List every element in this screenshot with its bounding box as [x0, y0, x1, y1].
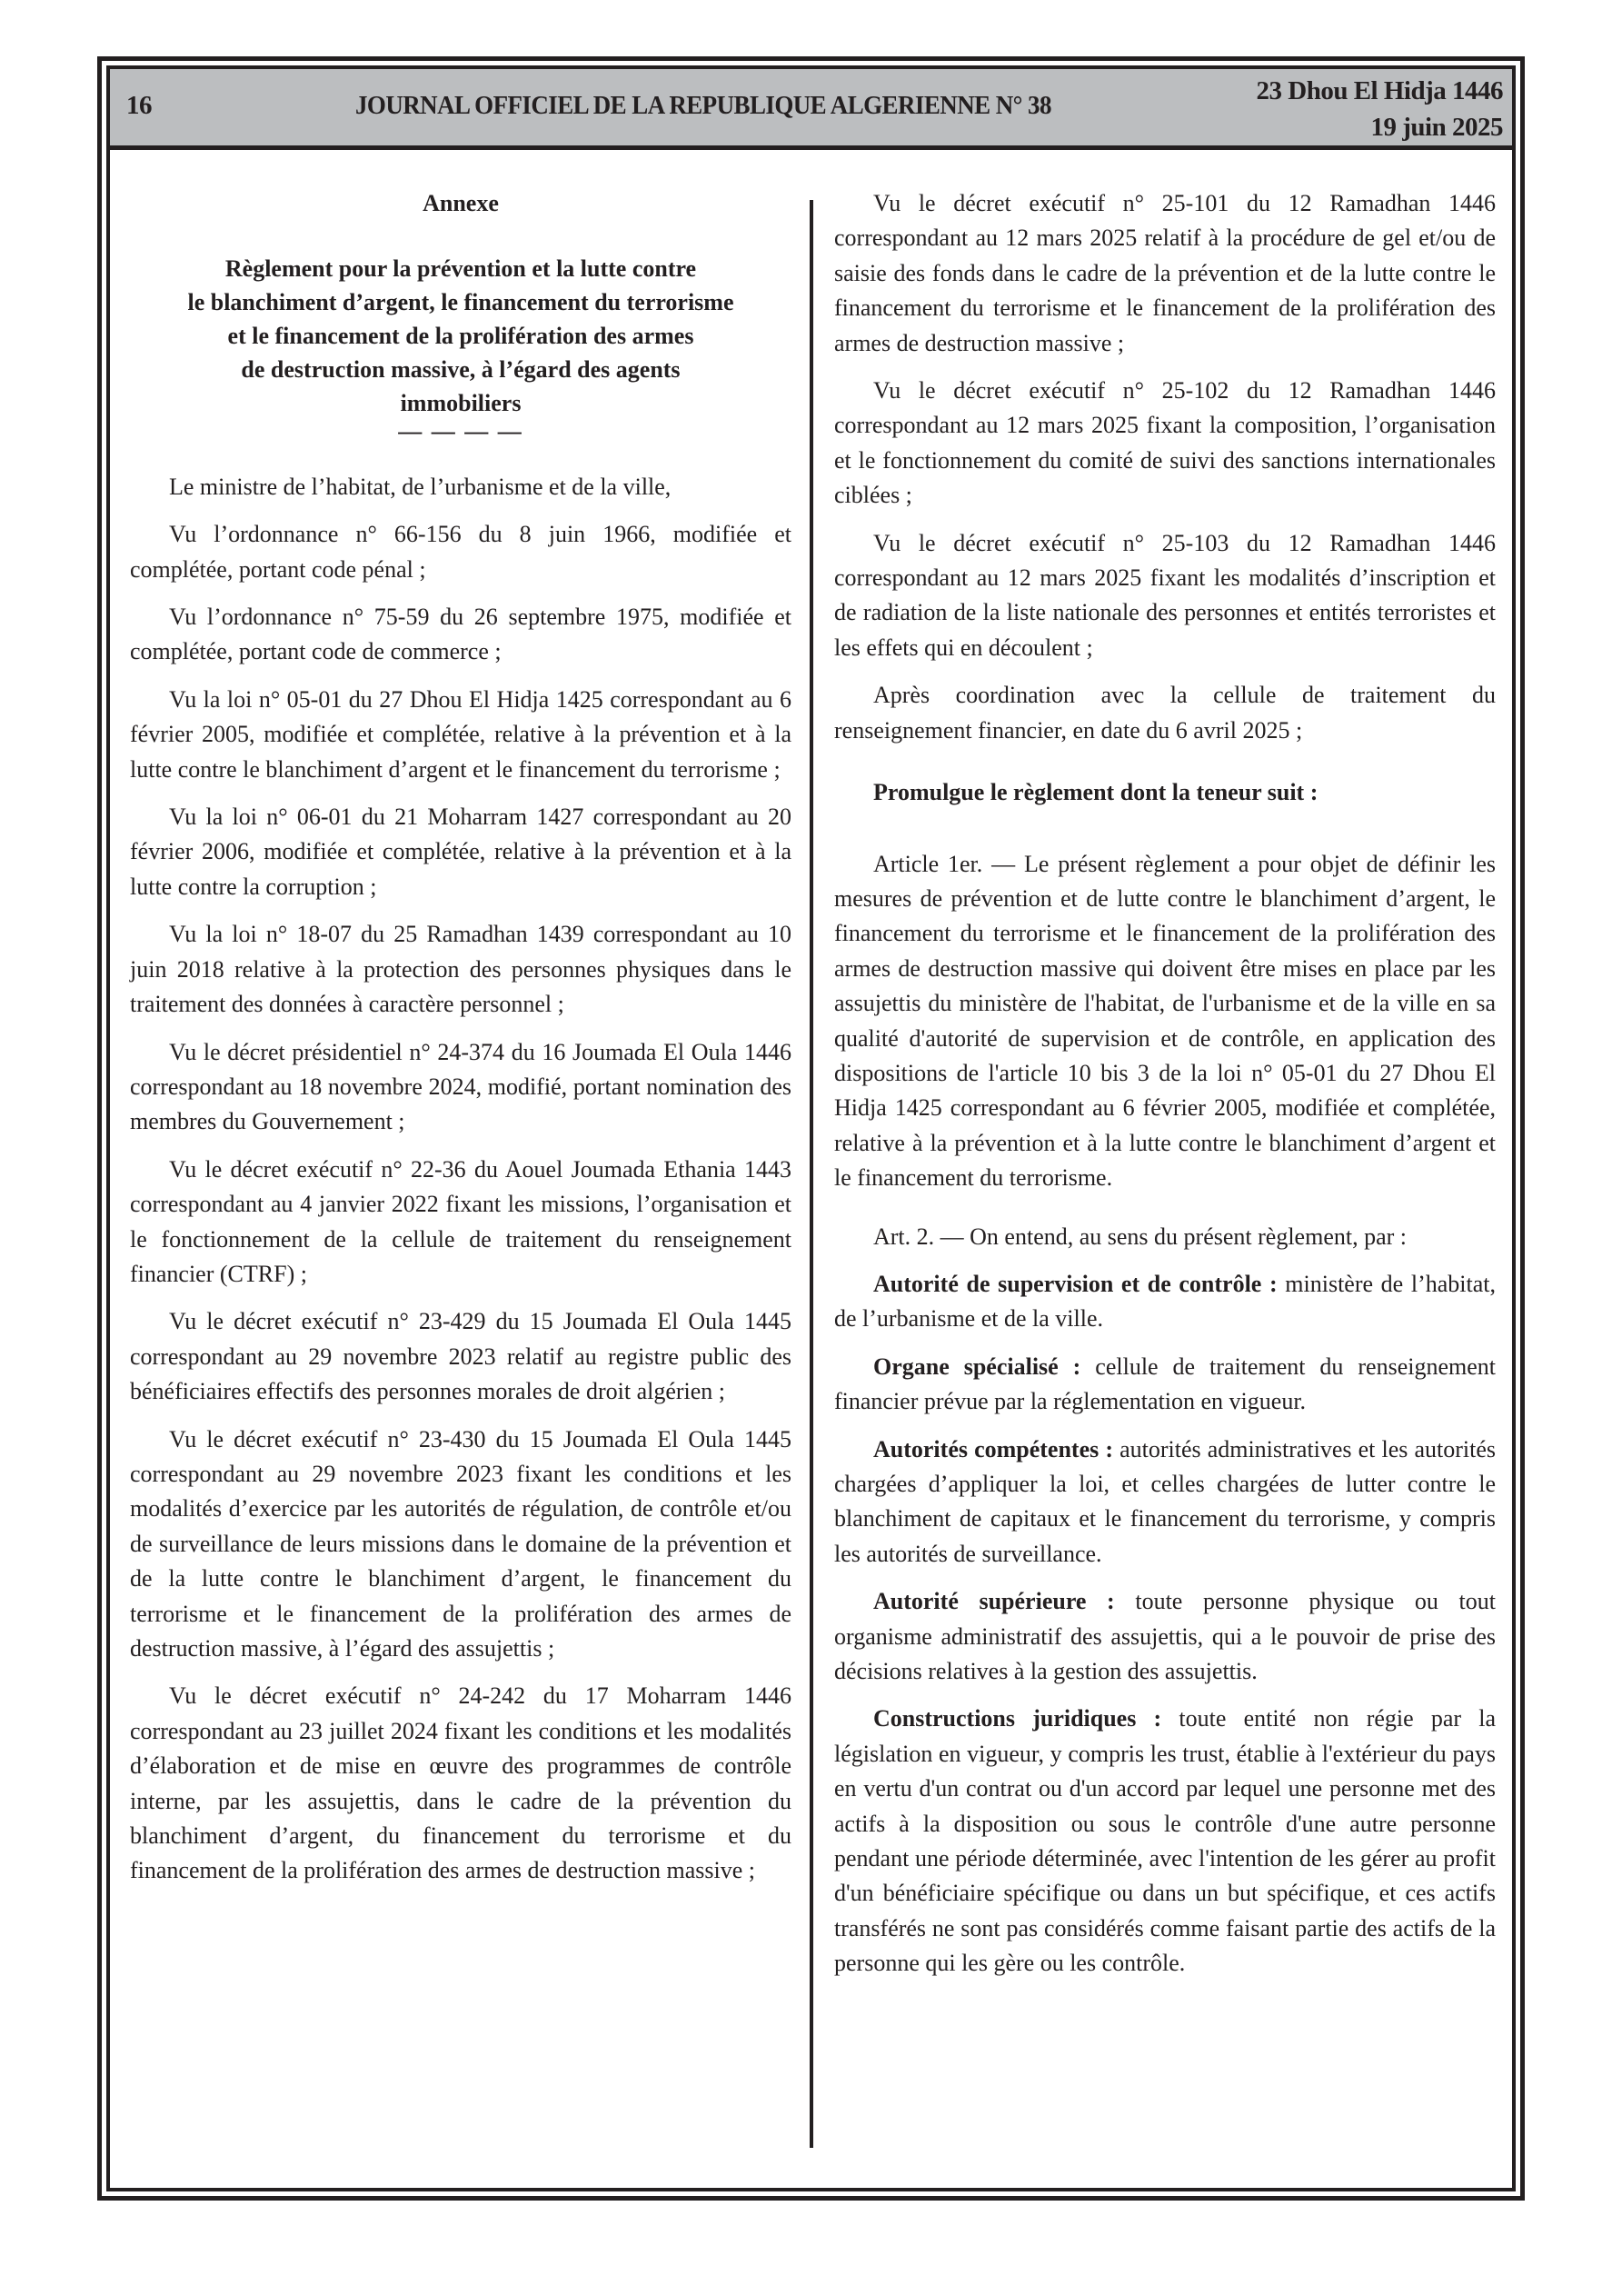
definition-item: [834, 1584, 1496, 1689]
journal-header-band: [110, 69, 1512, 150]
visa-paragraph: Vu la loi n° 18-07 du 25 Ramadhan 1439 correspondant au 10 juin 2018 relative à la protection des personnes physiques dans le traitement des données à caractère personnel ;: [130, 921, 791, 1018]
definition-item: [834, 1433, 1496, 1572]
regulation-title-line: Règlement pour la prévention et la lutte contre: [224, 255, 697, 283]
title-separator: — — — —: [398, 418, 523, 445]
visa-paragraph: Vu la loi n° 06-01 du 21 Moharram 1427 correspondant au 20 février 2006, modifiée et complétée, relative à la prévention et à la lutte contre la corruption ;: [130, 804, 791, 900]
definition-term: Constructions juridiques :: [873, 1705, 1162, 1732]
preamble-minister: Le ministre de l’habitat, de l’urbanisme et de la ville,: [169, 473, 672, 500]
definition-term: Autorité supérieure :: [873, 1588, 1115, 1615]
definition-item: [834, 1267, 1496, 1337]
column-divider: [810, 200, 813, 2148]
visa-paragraph: Vu le décret exécutif n° 23-430 du 15 Joumada El Oula 1445 correspondant au 29 novembre 2023 fixant les conditions et les modalités d’exercice par les autorités de régulation, de contrôle et/ou de surveillance de leurs missions dans le domaine de la prévention et de la lutte contre le blanchiment d’argent, le financement du terrorisme et le financement de la prolifération des armes de destruction massive, à l’égard des assujettis ;: [130, 1425, 791, 1662]
visa-paragraph: Vu le décret exécutif n° 22-36 du Aouel Joumada Ethania 1443 correspondant au 4 janvier 2022 fixant les missions, l’organisation et le fonctionnement de la cellule de traitement du renseignement financier (CTRF) ;: [130, 1155, 791, 1287]
definition-text: autorités administratives et les autorités chargées d’appliquer la loi, et celles chargées de lutter contre le blanchiment de capitaux et le financement du terrorisme, y compris les autorités de surveillance.: [834, 1435, 1496, 1567]
hijri-date: 23 Dhou El Hidja 1446: [1256, 76, 1503, 105]
definition-term: Organe spécialisé :: [873, 1353, 1081, 1380]
article-2-intro: Art. 2. — On entend, au sens du présent règlement, par :: [873, 1223, 1408, 1250]
definition-item: [834, 1702, 1496, 1981]
definition-text: toute entité non régie par la législation en vigueur, y compris les trust, établie à l'extérieur du pays en vertu d'un contrat ou d'un accord par lequel une personne met des actifs à la disposition ou sous le contrôle d'une autre personne pendant une période déterminée, avec l'intention de les gérer au profit d'un bénéficiaire spécifique ou dans un but spécifique, et ces actifs transférés ne sont pas considérés comme faisant partie des actifs de la personne qui les gère ou les contrôle.: [834, 1705, 1496, 1977]
article-1: Article 1er. — Le présent règlement a pour objet de définir les mesures de prévention et de lutte contre le blanchiment d’argent, le financement du terrorisme et le financement de la prolifération des armes de destruction massive qui doivent être mises en place par les assujettis du ministère de l'habitat, de l'urbanisme et de la ville en sa qualité d'autorité de supervision et de contrôle, en application des dispositions de l'article 10 bis 3 de la loi n° 05-01 du 27 Dhou El Hidja 1425 correspondant au 6 février 2005, modifiée et complétée, relative à la prévention et à la lutte contre le blanchiment d’argent et le financement du terrorisme.: [834, 850, 1496, 1192]
journal-title: JOURNAL OFFICIEL DE LA REPUBLIQUE ALGERIENNE N° 38: [355, 91, 1051, 120]
visa-paragraph: Vu le décret exécutif n° 25-103 du 12 Ramadhan 1446 correspondant au 12 mars 2025 fixant les modalités d’inscription et de radiation de la liste nationale des personnes et entités terroristes et les effets qui en découlent ;: [834, 529, 1496, 661]
visa-paragraph: Vu l’ordonnance n° 75-59 du 26 septembre 1975, modifiée et complétée, portant code de commerce ;: [130, 604, 791, 665]
gregorian-date: 19 juin 2025: [1370, 113, 1503, 142]
regulation-title-line: de destruction massive, à l’égard des agents: [241, 356, 681, 384]
promulgation-heading: Promulgue le règlement dont la teneur suit :: [873, 779, 1318, 806]
definition-text: ministère de l’habitat, de l’urbanisme et de la ville.: [834, 1270, 1496, 1333]
visa-paragraph: Vu le décret exécutif n° 24-242 du 17 Moharram 1446 correspondant au 23 juillet 2024 fixant les conditions et les modalités d’élaboration et de mise en œuvre des programmes de contrôle interne, par les assujettis, dans le cadre de la prévention du blanchiment d’argent, du financement du terrorisme et du financement de la prolifération des armes de destruction massive ;: [130, 1682, 791, 1884]
left-column: [130, 186, 791, 1902]
visa-paragraph: Vu le décret exécutif n° 23-429 du 15 Joumada El Oula 1445 correspondant au 29 novembre 2023 relatif au registre public des bénéficiaires effectifs des personnes morales de droit algérien ;: [130, 1308, 791, 1405]
annex-label: Annexe: [423, 190, 499, 216]
coordination-paragraph: Après coordination avec la cellule de traitement du renseignement financier, en date du 6 avril 2025 ;: [834, 682, 1496, 744]
definition-term: Autorité de supervision et de contrôle :: [873, 1270, 1278, 1297]
definition-text: toute personne physique ou tout organisme administratif des assujettis, qui a le pouvoir de prise des décisions relatives à la gestion des assujettis.: [834, 1588, 1496, 1685]
visa-paragraph: Vu l’ordonnance n° 66-156 du 8 juin 1966, modifiée et complétée, portant code pénal ;: [130, 521, 791, 583]
visa-paragraph: Vu le décret exécutif n° 25-101 du 12 Ramadhan 1446 correspondant au 12 mars 2025 relatif à la procédure de gel et/ou de saisie des fonds dans le cadre de la prévention et de la lutte contre le financement du terrorisme et le financement de la prolifération des armes de destruction massive ;: [834, 190, 1496, 356]
regulation-title-line: immobiliers: [400, 390, 522, 417]
regulation-title-line: le blanchiment d’argent, le financement du terrorisme: [187, 289, 734, 316]
definition-term: Autorités compétentes :: [873, 1435, 1113, 1462]
definition-text: cellule de traitement du renseignement financier prévue par la réglementation en vigueur.: [834, 1353, 1496, 1415]
page-number: 16: [126, 91, 152, 120]
issue-date: [1257, 73, 1504, 145]
definition-item: [834, 1350, 1496, 1420]
visa-paragraph: Vu le décret exécutif n° 25-102 du 12 Ramadhan 1446 correspondant au 12 mars 2025 fixant la composition, l’organisation et le fonctionnement du comité de suivi des sanctions internationales ciblées ;: [834, 377, 1496, 509]
right-column: [834, 186, 1496, 1994]
regulation-title-line: et le financement de la prolifération des armes: [227, 323, 694, 350]
visa-paragraph: Vu la loi n° 05-01 du 27 Dhou El Hidja 1425 correspondant au 6 février 2005, modifiée et complétée, relative à la prévention et à la lutte contre le blanchiment d’argent et le financement du terrorisme ;: [130, 685, 791, 783]
visa-paragraph: Vu le décret présidentiel n° 24-374 du 16 Joumada El Oula 1446 correspondant au 18 novembre 2024, modifié, portant nomination des membres du Gouvernement ;: [130, 1038, 791, 1135]
